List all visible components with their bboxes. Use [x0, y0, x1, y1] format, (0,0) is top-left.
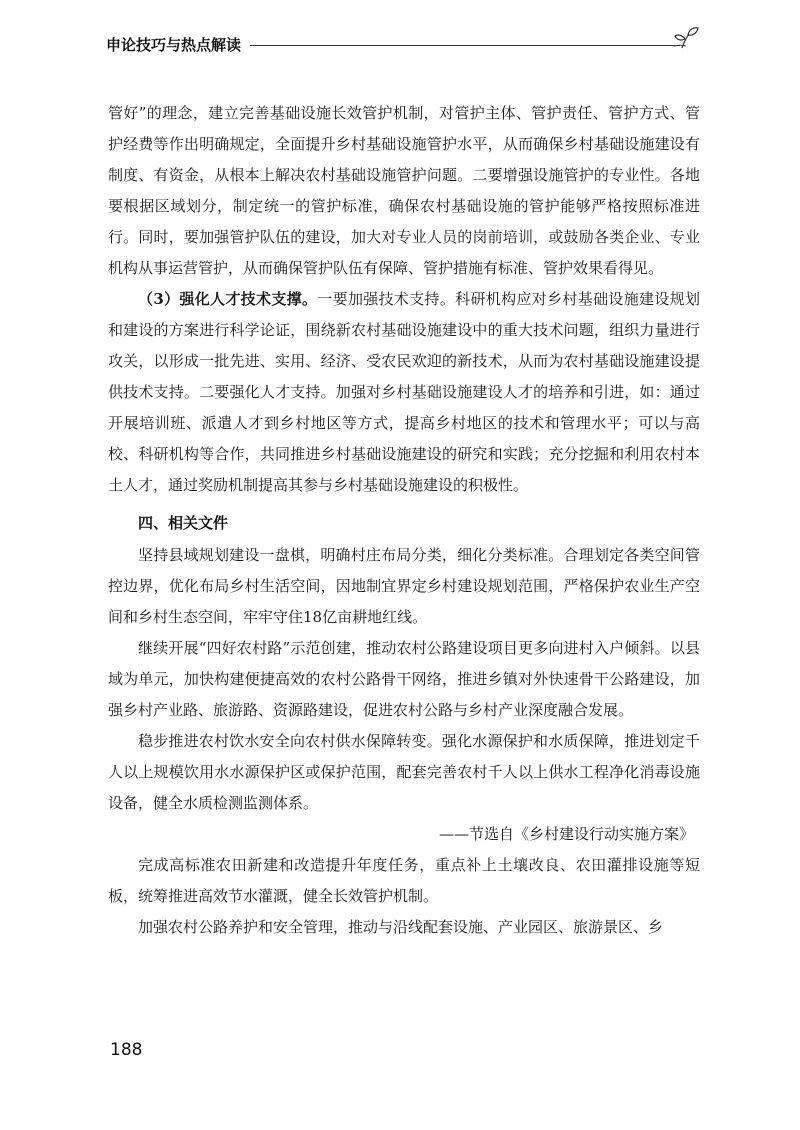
section-heading: 四、相关文件: [138, 514, 229, 532]
article-body: [108, 98, 700, 943]
paragraph-2-text: 一要加强技术支持。科研机构应对乡村基础设施建设规划和建设的方案进行科学论证，围绕新农村基础设施建设中的重大技术问题，组织力量进行攻关，以形成一批先进、实用、经济、受农民欢迎的新技术，从而为农村基础设施建设提供技术支持。二要强化人才支持。加强对乡村基础设施建设人才的培养和引进，如：通过开展培训班、派遣人才到乡村地区等方式，提高乡村地区的技术和管理水平；可以与高校、科研机构等合作，共同推进乡村基础设施建设的研究和实践；充分挖掘和利用农村本土人才，通过奖励机制提高其参与乡村基础设施建设的积极性。: [108, 290, 700, 494]
page-number: 188: [110, 1040, 143, 1060]
paragraph-5: 稳步推进农村饮水安全向农村供水保障转变。强化水源保护和水质保障，推进划定千人以上规模饮用水水源保护区或保护范围，配套完善农村千人以上供水工程净化消毒设施设备，健全水质检测监测体系。: [108, 732, 700, 812]
paragraph-2-lead: （3）强化人才技术支撑。: [138, 290, 318, 308]
paragraph-4: 继续开展“四好农村路”示范创建，推动农村公路建设项目更多向进村入户倾斜。以县域为单元，加快构建便捷高效的农村公路骨干网络，推进乡镇对外快速骨干公路建设，加强乡村产业路、旅游路、资源路建设，促进农村公路与乡村产业深度融合发展。: [108, 639, 700, 719]
paragraph-7: 加强农村公路养护和安全管理，推动与沿线配套设施、产业园区、旅游景区、乡: [138, 918, 664, 936]
paragraph-3: 坚持县域规划建设一盘棋，明确村庄布局分类，细化分类标准。合理划定各类空间管控边界，优化布局乡村生活空间，因地制宜界定乡村建设规划范围，严格保护农业生产空间和乡村生态空间，牢牢守住18亿亩耕地红线。: [108, 546, 700, 626]
source-citation: ——节选自《乡村建设行动实施方案》: [438, 825, 694, 843]
paragraph-1: 管好”的理念，建立完善基础设施长效管护机制，对管护主体、管护责任、管护方式、管护经费等作出明确规定，全面提升乡村基础设施管护水平，从而确保乡村基础设施建设有制度、有资金，从根本上解决农村基础设施管护问题。二要增强设施管护的专业性。各地要根据区域划分，制定统一的管护标准，确保农村基础设施的管护能够严格按照标准进行。同时，要加强管护队伍的建设，加大对专业人员的岗前培训，或鼓励各类企业、专业机构从事运营管护，从而确保管护队伍有保障、管护措施有标准、管护效果看得见。: [108, 104, 700, 277]
header-rule: [250, 45, 680, 46]
paragraph-2: [108, 284, 700, 501]
sprout-icon: [672, 24, 700, 54]
header-title: 申论技巧与热点解读: [106, 36, 242, 54]
paragraph-6: 完成高标准农田新建和改造提升年度任务，重点补上土壤改良、农田灌排设施等短板，统筹推进高效节水灌溉，健全长效管护机制。: [108, 856, 700, 905]
